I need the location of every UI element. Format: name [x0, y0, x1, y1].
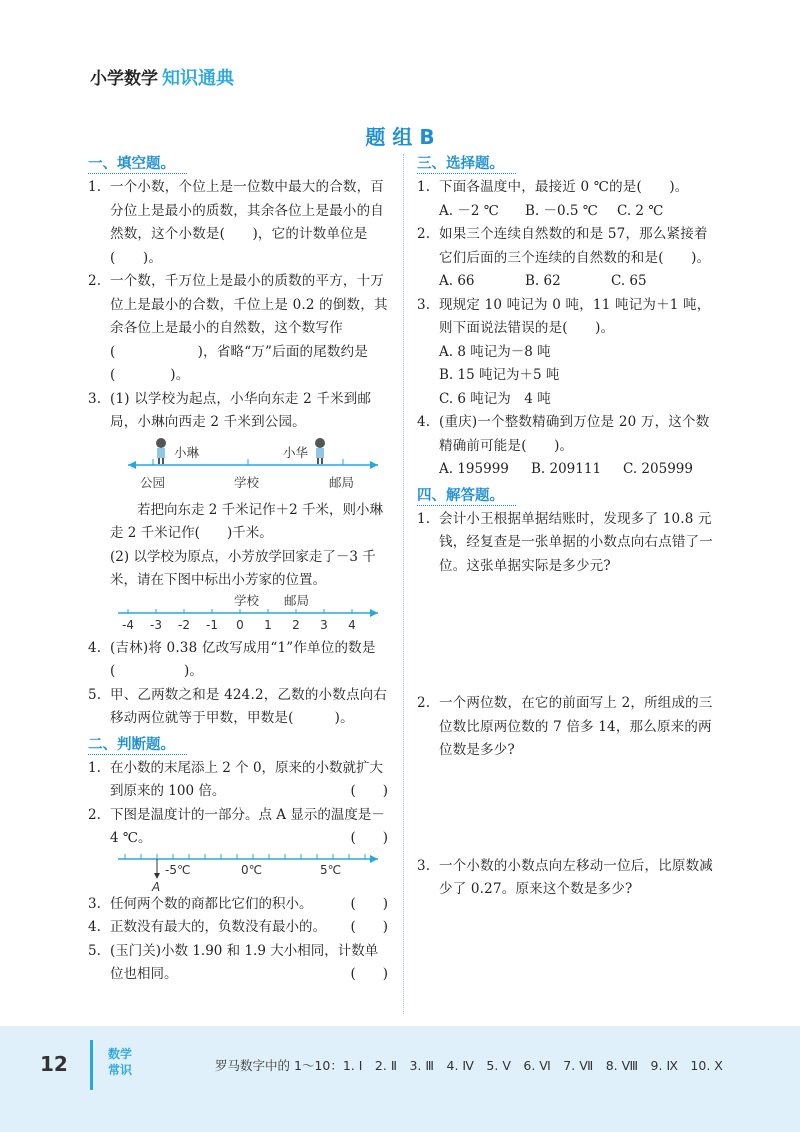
question-text: 一个两位数，在它的前面写上 2，所组成的三位数比原两位数的 7 倍多 14，那么原来的两位数是多少? [439, 695, 713, 758]
option-a[interactable]: A. 195999 [439, 461, 509, 477]
options [417, 270, 717, 294]
option-c[interactable]: C. 6 吨记为 4 吨 [439, 390, 551, 407]
temp-label: 0℃ [241, 862, 263, 877]
name-label: 小琳 [174, 444, 200, 460]
temp-label: 5℃ [320, 862, 342, 877]
section-word-problems: 四、解答题。 [417, 484, 516, 506]
judge-5 [88, 940, 388, 987]
option-c[interactable]: C. 2 ℃ [617, 202, 664, 219]
question-2 [88, 270, 388, 388]
judge-2 [88, 804, 388, 851]
section-fill-blank: 一、填空题。 [88, 152, 187, 174]
left-column [88, 150, 388, 987]
name-label: 小华 [283, 444, 309, 460]
number-line-tick-label: 1 [264, 617, 272, 632]
question-text: 一个小数的小数点向左移动一位后，比原数减少了 0.27。原来这个数是多少? [439, 857, 713, 897]
footer-text: 罗马数字中的 1～10：1. Ⅰ 2. Ⅱ 3. Ⅲ 4. Ⅳ 5. Ⅴ 6. Ⅵ 7. Ⅶ 8. Ⅷ 9. Ⅸ 10. Ⅹ [215, 1058, 723, 1073]
answer-space[interactable] [417, 763, 717, 855]
right-arrow-icon [370, 461, 378, 469]
boy-figure-icon [315, 438, 325, 464]
arrow-icon [370, 609, 378, 617]
word-problem-1 [417, 508, 717, 579]
question-number: 3. [417, 296, 431, 313]
judge-1 [88, 757, 388, 804]
arrow-icon [370, 855, 378, 863]
question-3-part: 若把向东走 2 千米记作＋2 千米，则小琳走 2 千米记作( )千米。 [110, 501, 384, 541]
place-label: 公园 [140, 474, 166, 490]
answer-paren[interactable]: ( ) [350, 895, 388, 912]
footer-label: 数学常识 [108, 1047, 133, 1077]
footer [0, 1026, 800, 1132]
question-text: 任何两个数的商都比它们的积小。 [110, 895, 313, 912]
place-label: 邮局 [329, 474, 355, 490]
judge-3 [88, 893, 388, 917]
post-label: 邮局 [284, 592, 310, 608]
column-divider [403, 154, 404, 1014]
question-number: 1. [417, 510, 431, 527]
book-title: 知识通典 [162, 68, 234, 89]
question-number: 5. [88, 686, 102, 703]
page-number: 12 [40, 1052, 68, 1076]
question-number: 2. [88, 806, 101, 823]
question-text: 正数没有最大的，负数没有最小的。 [110, 919, 326, 935]
word-problem-2 [417, 692, 717, 763]
question-number: 3. [417, 857, 431, 874]
choice-question-4 [417, 411, 717, 458]
number-line-tick-label: -2 [178, 617, 190, 632]
section-true-false: 二、判断题。 [88, 733, 187, 755]
book-header [90, 64, 234, 90]
question-text: (吉林)将 0.38 亿改写成用“1”作单位的数是( )。 [110, 639, 376, 679]
school-label: 学校 [234, 592, 260, 608]
question-text: 下面各温度中，最接近 0 ℃的是( )。 [439, 179, 689, 195]
choice-question-1 [417, 176, 717, 200]
option-c[interactable]: C. 205999 [623, 461, 693, 477]
question-text: 一个小数，个位上是一位数中最大的合数，百分位上是最小的质数，其余各位上是最小的自然数，这个小数是( )，它的计数单位是( )。 [110, 179, 384, 266]
question-number: 5. [88, 942, 101, 959]
direction-figure [88, 435, 388, 499]
question-number: 2. [88, 273, 102, 289]
answer-paren[interactable]: ( ) [350, 919, 388, 935]
question-text: (重庆)一个整数精确到万位是 20 万，这个数精确前可能是( )。 [439, 414, 710, 454]
question-text: 在小数的末尾添上 2 个 0，原来的小数就扩大到原来的 100 倍。 [110, 759, 384, 799]
thermometer-figure [88, 851, 388, 893]
question-number: 4. [88, 639, 102, 656]
options [417, 200, 717, 224]
question-number: 2. [417, 226, 431, 242]
right-column [417, 150, 717, 902]
pointer-arrow-icon [154, 873, 160, 879]
question-text: 现规定 10 吨记为 0 吨，11 吨记为＋1 吨，则下面说法错误的是( )。 [439, 296, 711, 336]
question-number: 1. [417, 179, 431, 195]
option-b[interactable]: B. －0.5 ℃ [525, 202, 598, 219]
question-text: (玉门关)小数 1.90 和 1.9 大小相同，计数单位也相同。 [110, 942, 379, 982]
place-label: 学校 [234, 474, 260, 490]
number-line-tick-label: 2 [292, 617, 300, 632]
girl-figure-icon [156, 438, 166, 464]
number-line-tick-label: 3 [320, 617, 328, 632]
question-text: (1) 以学校为起点，小华向东走 2 千米到邮局，小琳向西走 2 千米到公园。 [110, 390, 372, 430]
question-3 [88, 388, 388, 435]
question-4 [88, 637, 388, 684]
point-a-label: A [152, 879, 161, 893]
answer-paren[interactable]: ( ) [350, 830, 388, 846]
number-line-tick-label: -1 [206, 617, 218, 632]
question-text: 下图是温度计的一部分。点 A 显示的温度是－4 ℃。 [110, 806, 385, 846]
section-multiple-choice: 三、选择题。 [417, 152, 516, 174]
number-line-figure [88, 593, 388, 637]
question-text: 会计小王根据单据结账时，发现多了 10.8 元钱，经复查是一张单据的小数点向右点错了一位。这张单据实际是多少元? [439, 510, 713, 574]
question-text: 如果三个连续自然数的和是 57，那么紧接着它们后面的三个连续的自然数的和是( )。 [439, 226, 711, 266]
left-arrow-icon [128, 461, 136, 469]
group-title: 题 组 B [365, 125, 435, 149]
question-text: 甲、乙两数之和是 424.2，乙数的小数点向右移动两位就等于甲数，甲数是( )。 [110, 686, 388, 726]
footer-divider [90, 1040, 93, 1090]
question-3-part-2: (2) 以学校为原点，小芳放学回家走了－3 千米，请在下图中标出小芳家的位置。 [110, 548, 376, 588]
question-number: 1. [88, 179, 102, 195]
question-number: 3. [88, 895, 101, 912]
number-line-tick-label: 4 [348, 617, 356, 632]
option-a[interactable]: A. 8 吨记为－8 吨 [439, 343, 551, 360]
option-b[interactable]: B. 209111 [531, 461, 602, 477]
option-c[interactable]: C. 65 [611, 273, 647, 289]
option-b[interactable]: B. 15 吨记为＋5 吨 [439, 367, 560, 383]
choice-question-3 [417, 294, 717, 341]
number-line-tick-label: 0 [236, 617, 244, 632]
question-number: 4. [88, 919, 101, 935]
word-problem-3 [417, 855, 717, 902]
question-number: 1. [88, 759, 101, 776]
number-line-tick-label: -4 [122, 617, 134, 632]
option-a[interactable]: A. 66 [439, 273, 475, 289]
temp-label: -5℃ [165, 862, 191, 877]
answer-space[interactable] [417, 578, 717, 692]
question-text: 一个数，千万位上是最小的质数的平方，十万位上是最小的合数，千位上是 0.2 的倒数，其余各位上是最小的自然数，这个数写作( )，省略“万”后面的尾数约是( )。 [110, 273, 388, 383]
option-b[interactable]: B. 62 [525, 273, 561, 289]
option-a[interactable]: A. －2 ℃ [439, 202, 499, 219]
question-5 [88, 684, 388, 731]
number-line-tick-label: -3 [150, 617, 162, 632]
choice-question-2 [417, 223, 717, 270]
question-number: 3. [88, 390, 102, 407]
options [417, 458, 717, 482]
question-number: 4. [417, 414, 431, 430]
answer-paren[interactable]: ( ) [350, 783, 388, 799]
answer-paren[interactable]: ( ) [350, 966, 388, 982]
question-number: 2. [417, 695, 431, 711]
series-title: 小学数学 [90, 69, 158, 89]
judge-4 [88, 916, 388, 940]
question-1 [88, 176, 388, 270]
